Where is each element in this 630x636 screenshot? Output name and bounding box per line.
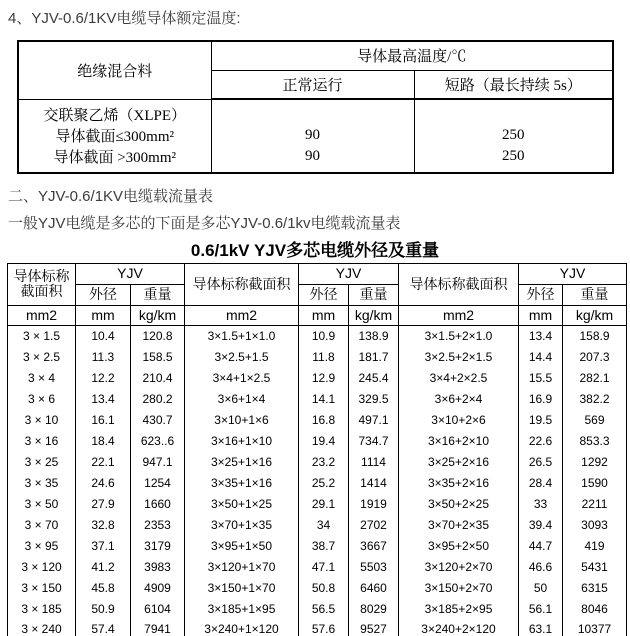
od-cell: 44.7 — [519, 535, 563, 556]
od-cell: 18.4 — [76, 430, 131, 451]
unit-od: mm — [519, 305, 563, 325]
material-cell: 交联聚乙烯（XLPE） — [18, 99, 211, 125]
weight-cell: 4909 — [131, 577, 185, 598]
temperature-table — [17, 40, 614, 174]
weight-cell: 1590 — [563, 472, 627, 493]
normal-operation-header: 正常运行 — [211, 70, 414, 99]
weight-cell: 7941 — [131, 619, 185, 636]
weight-cell: 3179 — [131, 535, 185, 556]
area-cell: 3×95+2×50 — [399, 535, 519, 556]
weight-cell: 6460 — [349, 577, 399, 598]
od-cell: 50.8 — [299, 577, 349, 598]
table-row — [18, 99, 613, 125]
od-cell: 50 — [519, 577, 563, 598]
weight-cell: 1254 — [131, 472, 185, 493]
area-cell: 3 × 2.5 — [8, 346, 76, 367]
od-cell: 28.4 — [519, 472, 563, 493]
table-row — [8, 577, 627, 598]
weight-cell: 282.1 — [563, 367, 627, 388]
od-cell: 16.9 — [519, 388, 563, 409]
od-cell: 25.2 — [299, 472, 349, 493]
unit-weight: kg/km — [131, 305, 185, 325]
area-cell: 3×2.5+2×1.5 — [399, 346, 519, 367]
insulation-header: 绝缘混合料 — [18, 41, 211, 99]
table-row — [8, 346, 627, 367]
area-cell: 3×1.5+2×1.0 — [399, 325, 519, 346]
weight-cell: 210.4 — [131, 367, 185, 388]
od-cell: 27.9 — [76, 493, 131, 514]
od-cell: 56.1 — [519, 598, 563, 619]
area-cell: 3 × 120 — [8, 556, 76, 577]
area-cell: 3×2.5+1.5 — [185, 346, 299, 367]
area-cell: 3×240+1×120 — [185, 619, 299, 636]
area-cell: 3×120+1×70 — [185, 556, 299, 577]
area-header-col3: 导体标称截面积 — [399, 263, 519, 305]
weight-cell: 280.2 — [131, 388, 185, 409]
weight-cell: 8029 — [349, 598, 399, 619]
max-temp-header: 导体最高温度/℃ — [211, 41, 613, 70]
table-row — [8, 409, 627, 430]
od-cell: 13.4 — [76, 388, 131, 409]
weight-header: 重量 — [349, 284, 399, 305]
table-row — [8, 556, 627, 577]
area-cell: 3×50+2×25 — [399, 493, 519, 514]
area-cell: 3×150+2×70 — [399, 577, 519, 598]
od-cell: 12.9 — [299, 367, 349, 388]
table-row — [8, 598, 627, 619]
table-row — [8, 325, 627, 346]
area-cell: 3×16+2×10 — [399, 430, 519, 451]
weight-cell: 10377 — [563, 619, 627, 636]
weight-cell: 9527 — [349, 619, 399, 636]
od-cell: 22.6 — [519, 430, 563, 451]
area-header-line1: 导体标称 — [13, 268, 70, 284]
od-cell: 19.5 — [519, 409, 563, 430]
unit-od: mm — [76, 305, 131, 325]
area-cell: 3×6+1×4 — [185, 388, 299, 409]
od-cell: 63.1 — [519, 619, 563, 636]
weight-cell: 158.9 — [563, 325, 627, 346]
weight-cell: 382.2 — [563, 388, 627, 409]
page-heading-temperature: 4、YJV-0.6/1KV电缆导体额定温度: — [8, 10, 241, 27]
od-cell: 14.1 — [299, 388, 349, 409]
intro-text: 一般YJV电缆是多芯的下面是多芯YJV-0.6/1kv电缆载流量表 — [8, 214, 401, 232]
weight-cell: 430.7 — [131, 409, 185, 430]
weight-cell: 1114 — [349, 451, 399, 472]
weight-header: 重量 — [131, 284, 185, 305]
area-cell: 3×185+1×95 — [185, 598, 299, 619]
area-cell: 3 × 4 — [8, 367, 76, 388]
table-row — [8, 451, 627, 472]
weight-cell: 3983 — [131, 556, 185, 577]
table-row — [8, 472, 627, 493]
od-cell: 19.4 — [299, 430, 349, 451]
weight-cell: 1660 — [131, 493, 185, 514]
od-cell: 38.7 — [299, 535, 349, 556]
od-cell: 34 — [299, 514, 349, 535]
unit-weight: kg/km — [349, 305, 399, 325]
area-header-col2: 导体标称截面积 — [185, 263, 299, 305]
weight-cell: 245.4 — [349, 367, 399, 388]
area-cell: 3×240+2×120 — [399, 619, 519, 636]
table-row — [18, 125, 613, 146]
table-row — [8, 430, 627, 451]
od-cell: 11.8 — [299, 346, 349, 367]
od-cell: 22.1 — [76, 451, 131, 472]
area-cell: 3 × 70 — [8, 514, 76, 535]
area-cell: 3 × 35 — [8, 472, 76, 493]
area-cell: 3×35+1×16 — [185, 472, 299, 493]
table-row — [8, 619, 627, 636]
weight-cell: 120.8 — [131, 325, 185, 346]
od-cell: 33 — [519, 493, 563, 514]
area-cell: 3×150+1×70 — [185, 577, 299, 598]
area-cell: 3×50+1×25 — [185, 493, 299, 514]
size-table-body — [8, 325, 627, 636]
weight-cell: 734.7 — [349, 430, 399, 451]
od-cell: 57.4 — [76, 619, 131, 636]
area-cell: 3×16+1×10 — [185, 430, 299, 451]
od-cell: 12.2 — [76, 367, 131, 388]
weight-cell: 3667 — [349, 535, 399, 556]
od-cell: 26.5 — [519, 451, 563, 472]
od-cell: 10.4 — [76, 325, 131, 346]
weight-cell: 947.1 — [131, 451, 185, 472]
od-header: 外径 — [299, 284, 349, 305]
yjv-header: YJV — [519, 263, 627, 284]
area-cell: 3 × 185 — [8, 598, 76, 619]
od-cell: 15.5 — [519, 367, 563, 388]
area-cell: 3×10+2×6 — [399, 409, 519, 430]
weight-cell: 419 — [563, 535, 627, 556]
od-cell: 46.6 — [519, 556, 563, 577]
short-circuit-value-cell — [414, 99, 613, 125]
od-cell: 56.5 — [299, 598, 349, 619]
od-cell: 45.8 — [76, 577, 131, 598]
area-cell: 3×70+1×35 — [185, 514, 299, 535]
od-cell: 50.9 — [76, 598, 131, 619]
unit-area: mm2 — [399, 305, 519, 325]
area-cell: 3 × 6 — [8, 388, 76, 409]
weight-cell: 6315 — [563, 577, 627, 598]
table-row — [8, 367, 627, 388]
od-cell: 57.6 — [299, 619, 349, 636]
yjv-header: YJV — [299, 263, 399, 284]
unit-weight: kg/km — [563, 305, 627, 325]
unit-area: mm2 — [185, 305, 299, 325]
od-cell: 23.2 — [299, 451, 349, 472]
area-cell: 3×35+2×16 — [399, 472, 519, 493]
od-cell: 14.4 — [519, 346, 563, 367]
area-cell: 3×120+2×70 — [399, 556, 519, 577]
area-cell: 3×185+2×95 — [399, 598, 519, 619]
area-cell: 3 × 1.5 — [8, 325, 76, 346]
normal-value-cell: 90 — [211, 146, 414, 173]
short-circuit-header: 短路（最长持续 5s） — [414, 70, 613, 99]
weight-cell: 853.3 — [563, 430, 627, 451]
od-cell: 32.8 — [76, 514, 131, 535]
area-cell: 3 × 16 — [8, 430, 76, 451]
normal-value-cell: 90 — [211, 125, 414, 146]
weight-cell: 1292 — [563, 451, 627, 472]
od-cell: 24.6 — [76, 472, 131, 493]
area-cell: 3×70+2×35 — [399, 514, 519, 535]
weight-cell: 3093 — [563, 514, 627, 535]
od-cell: 39.4 — [519, 514, 563, 535]
area-header-col1 — [8, 263, 76, 305]
weight-cell: 2702 — [349, 514, 399, 535]
table-row — [8, 493, 627, 514]
od-cell: 41.2 — [76, 556, 131, 577]
size-table-title: 0.6/1kV YJV多芯电缆外径及重量 — [190, 240, 440, 260]
od-cell: 10.9 — [299, 325, 349, 346]
area-header-line2: 截面积 — [20, 283, 63, 299]
od-cell: 16.1 — [76, 409, 131, 430]
material-cell: 导体截面≤300mm² — [18, 125, 211, 146]
area-cell: 3×1.5+1×1.0 — [185, 325, 299, 346]
od-cell: 37.1 — [76, 535, 131, 556]
area-cell: 3×4+2×2.5 — [399, 367, 519, 388]
weight-cell: 1414 — [349, 472, 399, 493]
weight-cell: 8046 — [563, 598, 627, 619]
weight-cell: 623..6 — [131, 430, 185, 451]
weight-cell: 1919 — [349, 493, 399, 514]
od-header: 外径 — [76, 284, 131, 305]
short-circuit-value-cell: 250 — [414, 125, 613, 146]
od-header: 外径 — [519, 284, 563, 305]
normal-value-cell — [211, 99, 414, 125]
od-cell: 16.8 — [299, 409, 349, 430]
section-heading-ampacity: 二、YJV-0.6/1KV电缆载流量表 — [8, 187, 214, 205]
od-cell: 11.3 — [76, 346, 131, 367]
area-cell: 3×10+1×6 — [185, 409, 299, 430]
size-weight-table — [7, 263, 627, 636]
weight-header: 重量 — [563, 284, 627, 305]
yjv-header: YJV — [76, 263, 185, 284]
area-cell: 3×25+1×16 — [185, 451, 299, 472]
area-cell: 3 × 50 — [8, 493, 76, 514]
od-cell: 29.1 — [299, 493, 349, 514]
area-cell: 3×25+2×16 — [399, 451, 519, 472]
weight-cell: 6104 — [131, 598, 185, 619]
area-cell: 3 × 10 — [8, 409, 76, 430]
weight-cell: 207.3 — [563, 346, 627, 367]
area-cell: 3×6+2×4 — [399, 388, 519, 409]
weight-cell: 181.7 — [349, 346, 399, 367]
weight-cell: 329.5 — [349, 388, 399, 409]
weight-cell: 5431 — [563, 556, 627, 577]
area-cell: 3 × 150 — [8, 577, 76, 598]
area-cell: 3×4+1×2.5 — [185, 367, 299, 388]
area-cell: 3×95+1×50 — [185, 535, 299, 556]
short-circuit-value-cell: 250 — [414, 146, 613, 173]
weight-cell: 158.5 — [131, 346, 185, 367]
table-row — [18, 146, 613, 173]
area-cell: 3 × 95 — [8, 535, 76, 556]
table-row — [8, 535, 627, 556]
table-row — [8, 388, 627, 409]
area-cell: 3 × 25 — [8, 451, 76, 472]
weight-cell: 138.9 — [349, 325, 399, 346]
weight-cell: 2353 — [131, 514, 185, 535]
weight-cell: 569 — [563, 409, 627, 430]
unit-area: mm2 — [8, 305, 76, 325]
weight-cell: 5503 — [349, 556, 399, 577]
od-cell: 47.1 — [299, 556, 349, 577]
table-row — [8, 514, 627, 535]
weight-cell: 2211 — [563, 493, 627, 514]
material-cell: 导体截面 >300mm² — [18, 146, 211, 173]
area-cell: 3 × 240 — [8, 619, 76, 636]
weight-cell: 497.1 — [349, 409, 399, 430]
od-cell: 13.4 — [519, 325, 563, 346]
unit-od: mm — [299, 305, 349, 325]
